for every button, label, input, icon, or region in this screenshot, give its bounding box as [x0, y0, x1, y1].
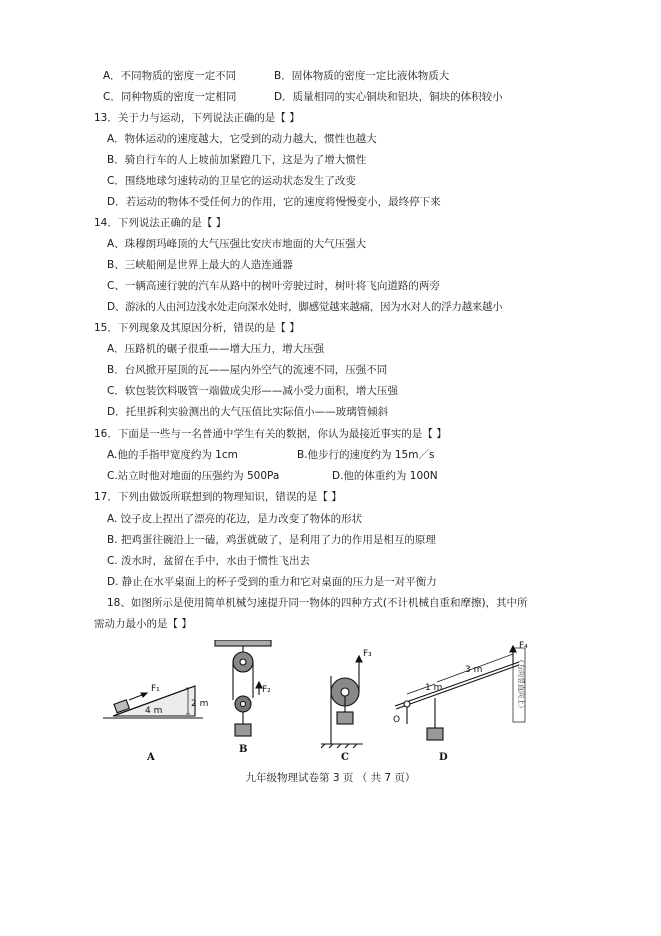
q16-stem: 16．下面是一些与一名普通中学生有关的数据，你认为最接近事实的是【 】 — [94, 428, 447, 440]
q15-option-a: A．压路机的碾子很重——增大压力，增大压强 — [107, 343, 325, 355]
q14-option-c: C、一辆高速行驶的汽车从路中的树叶旁驶过时，树叶将飞向道路的两旁 — [107, 280, 440, 292]
figure-d-force-label: F₄ — [519, 641, 528, 651]
figure-a-length-label: 4 m — [145, 706, 163, 716]
q15-option-b: B．台风掀开屋顶的瓦——屋内外空气的流速不同，压强不同 — [107, 364, 388, 376]
q16-option-d: D.他的体重约为 100N — [332, 470, 438, 482]
figure-d-short-arm-label: 1 m — [425, 683, 443, 693]
figure-a-force-label: F₁ — [151, 684, 160, 694]
q15-option-d: D．托里拆利实验测出的大气压值比实际值小——玻璃管倾斜 — [107, 406, 389, 418]
q12-option-b: B．固体物质的密度一定比液体物质大 — [274, 70, 450, 82]
q13-option-b: B．骑自行车的人上坡前加紧蹬几下，这是为了增大惯性 — [107, 154, 367, 166]
figure-c-letter: C — [341, 752, 349, 763]
figure-d-note: （方向竖直向上） — [517, 656, 525, 712]
q18-stem-line1: 18、如图所示是使用简单机械匀速提升同一物体的四种方式(不计机械自重和摩擦)，其中所 — [107, 597, 528, 609]
q15-option-c: C．软包装饮料吸管一端做成尖形——减小受力面积，增大压强 — [107, 385, 398, 397]
q16-option-a: A.他的手指甲宽度约为 1cm — [107, 449, 238, 461]
q18-figure — [95, 640, 535, 764]
q12-option-a: A．不同物质的密度一定不同 — [103, 70, 237, 82]
q13-stem: 13．关于力与运动，下列说法正确的是【 】 — [94, 112, 300, 124]
q14-option-a: A、珠穆朗玛峰顶的大气压强比安庆市地面的大气压强大 — [107, 238, 367, 250]
q16-option-c: C.站立时他对地面的压强约为 500Pa — [107, 470, 280, 482]
q18-stem-line2: 需动力最小的是【 】 — [94, 618, 192, 630]
figure-d-letter: D — [439, 752, 448, 763]
q17-stem: 17．下列由做饭所联想到的物理知识，错误的是【 】 — [94, 491, 342, 503]
figure-c-force-label: F₃ — [363, 649, 372, 659]
q13-option-a: A．物体运动的速度越大，它受到的动力越大，惯性也越大 — [107, 133, 377, 145]
q15-stem: 15．下列现象及其原因分析，错误的是【 】 — [94, 322, 300, 334]
q17-option-a: A. 饺子皮上捏出了漂亮的花边，是力改变了物体的形状 — [107, 513, 363, 525]
q12-option-c: C．同种物质的密度一定相同 — [103, 91, 237, 103]
q17-option-b: B. 把鸡蛋往碗沿上一磕，鸡蛋就破了，是利用了力的作用是相互的原理 — [107, 534, 436, 546]
figure-a-letter: A — [147, 752, 155, 763]
figure-b-letter: B — [239, 744, 248, 755]
q12-option-d: D．质量相同的实心铜块和铝块，铜块的体积较小 — [274, 91, 503, 103]
figure-d-pivot-label: O — [393, 715, 401, 725]
q16-option-b: B.他步行的速度约为 15m／s — [297, 449, 435, 461]
figure-a-height-label: 2 m — [191, 699, 209, 709]
figure-c-movable-pulley — [321, 656, 363, 748]
q14-stem: 14．下列说法正确的是【 】 — [94, 217, 227, 229]
page-footer: 九年级物理试卷第 3 页 （ 共 7 页） — [245, 772, 416, 784]
q13-option-d: D．若运动的物体不受任何力的作用，它的速度将慢慢变小，最终停下来 — [107, 196, 441, 208]
q13-option-c: C．围绕地球匀速转动的卫星它的运动状态发生了改变 — [107, 175, 356, 187]
q14-option-b: B、三峡船闸是世界上最大的人造连通器 — [107, 259, 293, 271]
q14-option-d: D、游泳的人由河边浅水处走向深水处时，脚感觉越来越痛，因为水对人的浮力越来越小 — [107, 301, 503, 313]
q17-option-d: D. 静止在水平桌面上的杯子受到的重力和它对桌面的压力是一对平衡力 — [107, 576, 437, 588]
q17-option-c: C. 泼水时，盆留在手中，水由于惯性飞出去 — [107, 555, 311, 567]
figure-d-long-arm-label: 3 m — [465, 665, 483, 675]
figure-b-force-label: F₂ — [262, 685, 271, 695]
figure-d-lever — [395, 646, 525, 740]
